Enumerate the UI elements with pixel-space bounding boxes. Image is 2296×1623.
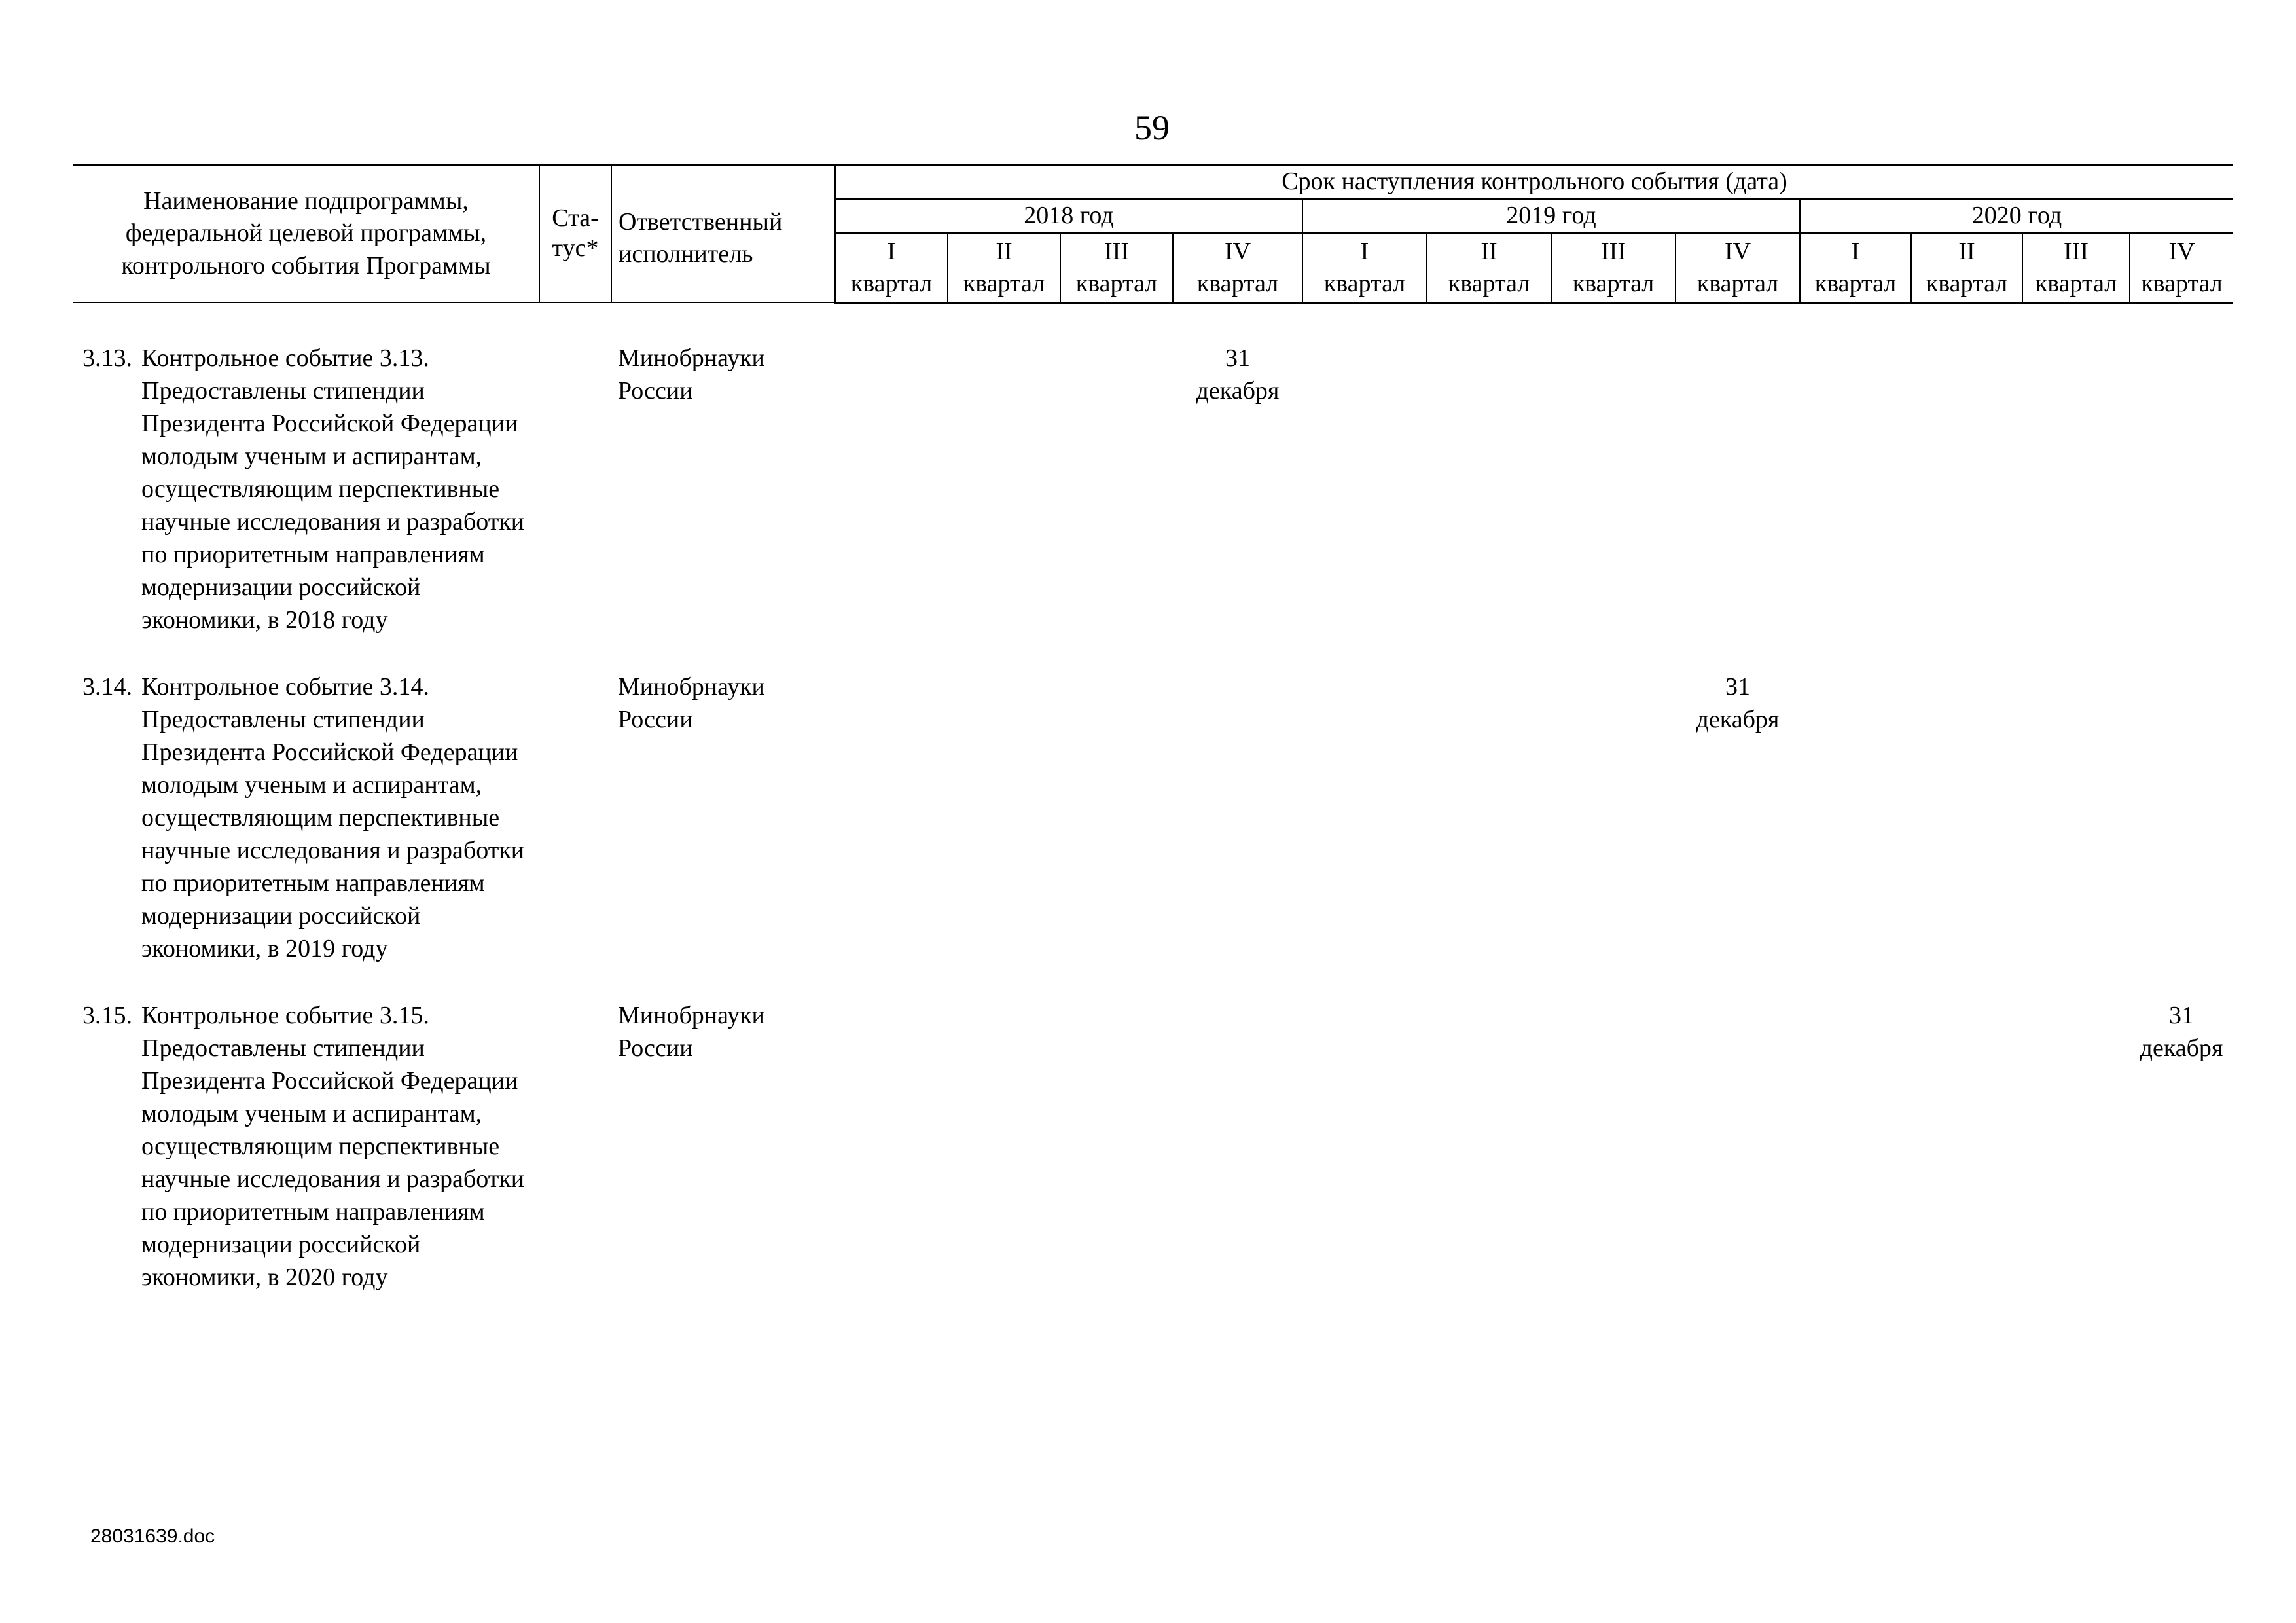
date-month: декабря bbox=[1196, 376, 1280, 405]
executor-cell bbox=[611, 670, 835, 965]
header-quarter-numeral: III bbox=[2064, 237, 2089, 265]
control-events-table bbox=[73, 164, 2233, 1294]
event-number: 3.15. bbox=[82, 1001, 132, 1029]
status-cell bbox=[539, 670, 611, 965]
table-body bbox=[73, 302, 2233, 1294]
quarter-cell bbox=[835, 999, 948, 1294]
date-month: декабря bbox=[1696, 705, 1780, 733]
header-quarter bbox=[835, 233, 948, 303]
header-year-2018: 2018 год bbox=[835, 199, 1302, 233]
quarter-cell bbox=[1060, 342, 1173, 636]
quarter-cell bbox=[1302, 342, 1427, 636]
header-quarter-numeral: II bbox=[1958, 237, 1975, 265]
quarter-cell bbox=[2022, 342, 2130, 636]
header-name-column: Наименование подпрограммы, федеральной целевой программы, контрольного события Программы bbox=[73, 165, 539, 303]
quarter-cell bbox=[1302, 670, 1427, 965]
header-status-line1: Ста- bbox=[552, 204, 599, 232]
quarter-cell bbox=[2022, 999, 2130, 1294]
quarter-cell bbox=[948, 999, 1060, 1294]
header-quarter-word: квартал bbox=[1696, 269, 1779, 297]
quarter-cell bbox=[948, 670, 1060, 965]
quarter-cell bbox=[2130, 342, 2233, 636]
quarter-cell bbox=[1551, 670, 1676, 965]
header-quarter bbox=[2022, 233, 2130, 303]
event-name-cell bbox=[73, 999, 539, 1294]
status-cell bbox=[539, 342, 611, 636]
header-quarter-word: квартал bbox=[1572, 269, 1655, 297]
header-quarter-numeral: I bbox=[887, 237, 896, 265]
quarter-cell bbox=[1551, 999, 1676, 1294]
quarter-cell bbox=[1427, 670, 1551, 965]
header-quarter-numeral: IV bbox=[2168, 237, 2195, 265]
executor-line1: Минобрнауки bbox=[618, 344, 765, 372]
header-quarter-word: квартал bbox=[1075, 269, 1158, 297]
header-quarter-numeral: II bbox=[996, 237, 1013, 265]
header-quarter bbox=[1676, 233, 1800, 303]
header-quarter bbox=[2130, 233, 2233, 303]
page-number: 59 bbox=[1134, 108, 1170, 147]
quarter-cell bbox=[1911, 342, 2022, 636]
header-quarter bbox=[1302, 233, 1427, 303]
header-quarter-numeral: IV bbox=[1724, 237, 1751, 265]
header-quarter-numeral: II bbox=[1480, 237, 1498, 265]
event-number: 3.13. bbox=[82, 344, 132, 372]
quarter-cell bbox=[1911, 670, 2022, 965]
table-row bbox=[73, 342, 2233, 636]
header-quarter-numeral: III bbox=[1601, 237, 1626, 265]
header-executor-column: Ответственный исполнитель bbox=[611, 165, 835, 303]
executor-cell bbox=[611, 342, 835, 636]
event-number: 3.14. bbox=[82, 672, 132, 701]
executor-line2: России bbox=[618, 376, 693, 405]
executor-cell bbox=[611, 999, 835, 1294]
header-quarter-numeral: I bbox=[1360, 237, 1369, 265]
header-quarter-numeral: III bbox=[1104, 237, 1129, 265]
header-quarter-word: квартал bbox=[2141, 269, 2223, 297]
header-quarter bbox=[1911, 233, 2022, 303]
header-status-line2: тус* bbox=[552, 234, 599, 262]
quarter-cell bbox=[2130, 670, 2233, 965]
quarter-cell bbox=[948, 342, 1060, 636]
header-quarter-numeral: IV bbox=[1224, 237, 1251, 265]
header-quarter-word: квартал bbox=[1926, 269, 2008, 297]
header-year-2019: 2019 год bbox=[1302, 199, 1800, 233]
quarter-cell bbox=[1302, 999, 1427, 1294]
header-quarter bbox=[1551, 233, 1676, 303]
header-quarter bbox=[1173, 233, 1302, 303]
quarter-cell bbox=[1676, 999, 1800, 1294]
quarter-cell bbox=[1551, 342, 1676, 636]
event-description: Контрольное событие 3.15. Предоставлены стипендии Президента Российской Федерации молодым ученым и аспирантам, осуществляющим перспективные научные исследования и разработки по приоритетным направлениям модернизации российской экономики, в 2020 году bbox=[141, 1001, 525, 1291]
status-cell bbox=[539, 999, 611, 1294]
header-quarter-word: квартал bbox=[2035, 269, 2117, 297]
quarter-cell bbox=[1800, 999, 1911, 1294]
quarter-cell bbox=[1676, 670, 1800, 965]
header-quarter-word: квартал bbox=[850, 269, 933, 297]
table-header bbox=[73, 165, 2233, 303]
quarter-cell bbox=[1060, 670, 1173, 965]
executor-line1: Минобрнауки bbox=[618, 1001, 765, 1029]
quarter-cell bbox=[2022, 670, 2130, 965]
header-quarter bbox=[1800, 233, 1911, 303]
table-row bbox=[73, 670, 2233, 965]
quarter-cell bbox=[835, 670, 948, 965]
quarter-cell bbox=[2130, 999, 2233, 1294]
executor-line2: России bbox=[618, 705, 693, 733]
event-name-cell bbox=[73, 342, 539, 636]
date-month: декабря bbox=[2140, 1034, 2223, 1062]
header-year-2020: 2020 год bbox=[1800, 199, 2233, 233]
header-quarter-word: квартал bbox=[1448, 269, 1530, 297]
quarter-cell bbox=[1060, 999, 1173, 1294]
header-quarter-word: квартал bbox=[1196, 269, 1279, 297]
header-quarter-word: квартал bbox=[1814, 269, 1897, 297]
quarter-cell bbox=[1173, 670, 1302, 965]
document-id: 28031639.doc bbox=[90, 1525, 215, 1547]
quarter-cell bbox=[1676, 342, 1800, 636]
header-quarter-word: квартал bbox=[963, 269, 1045, 297]
quarter-cell bbox=[1427, 342, 1551, 636]
table-row bbox=[73, 999, 2233, 1294]
header-quarter bbox=[1427, 233, 1551, 303]
header-quarter bbox=[1060, 233, 1173, 303]
quarter-cell bbox=[1427, 999, 1551, 1294]
quarter-cell bbox=[1173, 999, 1302, 1294]
header-quarter bbox=[948, 233, 1060, 303]
executor-line2: России bbox=[618, 1034, 693, 1062]
event-description: Контрольное событие 3.13. Предоставлены стипендии Президента Российской Федерации молодым ученым и аспирантам, осуществляющим перспективные научные исследования и разработки по приоритетным направлениям модернизации российской экономики, в 2018 году bbox=[141, 344, 525, 634]
header-status-column bbox=[539, 165, 611, 303]
quarter-cell bbox=[1800, 670, 1911, 965]
event-description: Контрольное событие 3.14. Предоставлены стипендии Президента Российской Федерации молодым ученым и аспирантам, осуществляющим перспективные научные исследования и разработки по приоритетным направлениям модернизации российской экономики, в 2019 году bbox=[141, 672, 525, 962]
quarter-cell bbox=[1800, 342, 1911, 636]
quarter-cell bbox=[835, 342, 948, 636]
quarter-cell bbox=[1911, 999, 2022, 1294]
date-day: 31 bbox=[1225, 344, 1250, 372]
header-quarter-word: квартал bbox=[1323, 269, 1406, 297]
date-day: 31 bbox=[1725, 672, 1750, 701]
date-day: 31 bbox=[2169, 1001, 2194, 1029]
header-deadline-group: Срок наступления контрольного события (дата) bbox=[835, 165, 2233, 199]
quarter-cell bbox=[1173, 342, 1302, 636]
executor-line1: Минобрнауки bbox=[618, 672, 765, 701]
event-name-cell bbox=[73, 670, 539, 965]
header-quarter-numeral: I bbox=[1851, 237, 1860, 265]
